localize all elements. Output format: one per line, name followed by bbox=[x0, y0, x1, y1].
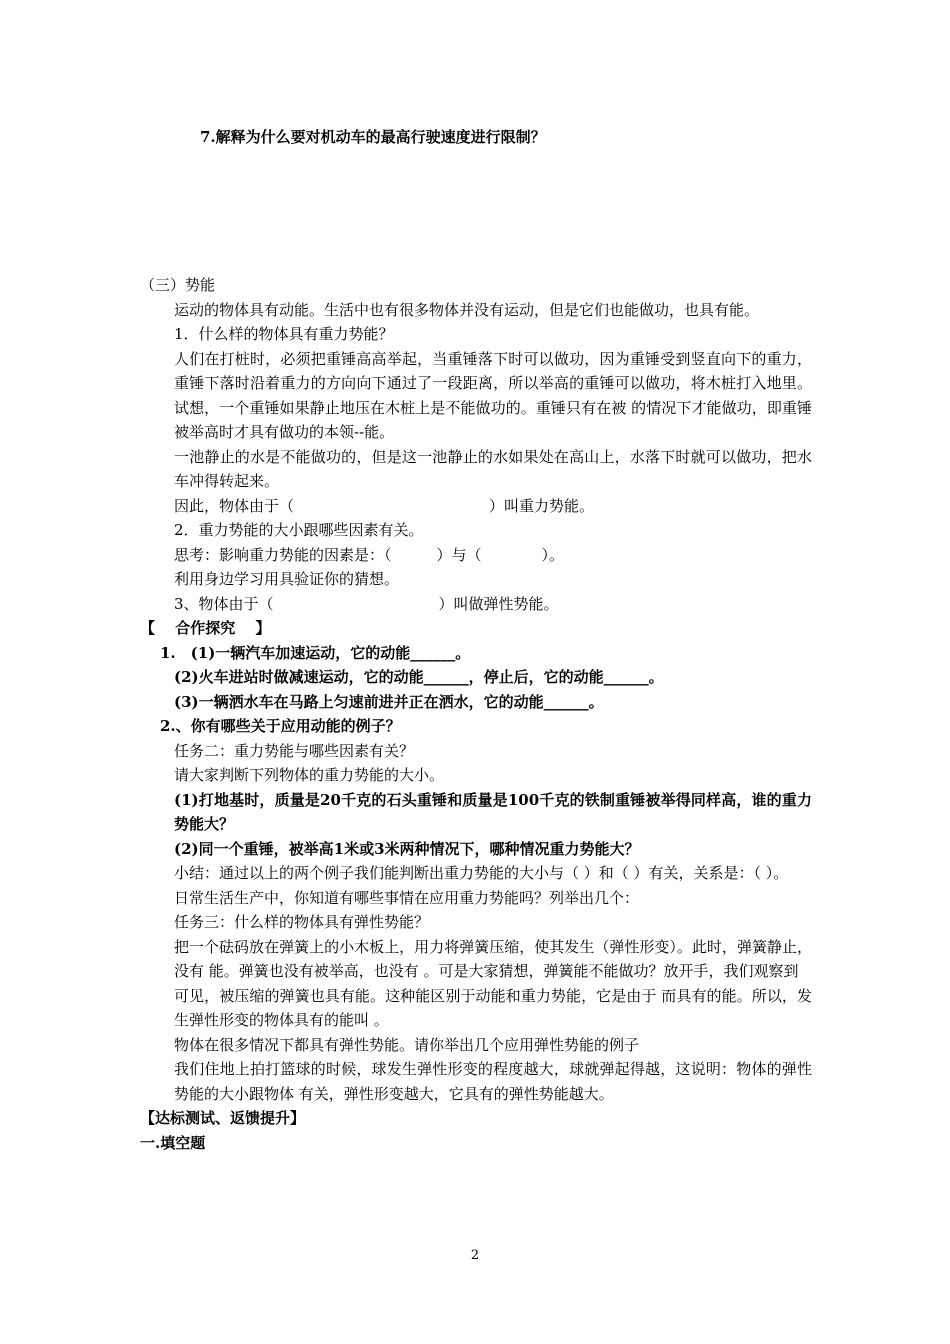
question-gravitational-potential: 1．什么样的物体具有重力势能？ bbox=[174, 325, 394, 343]
daily-life-question: 日常生活生产中，你知道有哪些事情在应用重力势能吗？列举出几个： bbox=[174, 888, 640, 907]
exercise-2: 2.、你有哪些关于应用动能的例子？ bbox=[160, 717, 401, 735]
section-heading: （三）势能 bbox=[140, 276, 216, 294]
paragraph-water-pool: 一池静止的水是不能做功的，但是这一池静止的水如果处在高山上，水落下时就可以做功，把水车冲得转起来。 bbox=[174, 447, 812, 490]
paragraph-intro: 运动的物体具有动能。生活中也有很多物体并没有运动，但是它们也能做功，也具有能。 bbox=[174, 300, 760, 319]
fill-blank-heading: 一.填空题 bbox=[140, 1133, 206, 1152]
definition-elastic-potential: 3、物体由于（ ）叫做弹性势能。 bbox=[174, 594, 559, 613]
paragraph-elastic-energy: 可见，被压缩的弹簧也具有能。这种能区别于动能和重力势能，它是由于 而具有的能。所以，发生弹性形变的物体具有的能叫 。 bbox=[174, 986, 812, 1029]
elastic-examples-prompt: 物体在很多情况下都具有弹性势能。请你举出几个应用弹性势能的例子 bbox=[174, 1035, 640, 1054]
paragraph-spring: 把一个砝码放在弹簧上的小木板上，用力将弹簧压缩，使其发生（弹性形变）。此时，弹簧静止，没有 能。弹簧也没有被举高，也没有 。可是大家猜想，弹簧能不能做功？放开手，我们观察到 bbox=[174, 937, 812, 980]
paragraph-basketball: 我们住地上拍打篮球的时候，球发生弹性形变的程度越大，球就弹起得越，这说明：物体的弹性势能的大小跟物体 有关，弹性形变越大，它具有的弹性势能越大。 bbox=[174, 1060, 812, 1103]
task-2-question-1: (1)打地基时，质量是20千克的石头重锤和质量是100千克的铁制重锤被举得同样高，谁的重力势能大？ bbox=[174, 790, 812, 833]
exercise-1-2: (2)火车进站时做减速运动，它的动能______，停止后，它的动能______。 bbox=[174, 668, 664, 686]
paragraph-pile-driving: 人们在打桩时，必须把重锤高高举起，当重锤落下时可以做功，因为重锤受到竖直向下的重力，重锤下落时沿着重力的方向向下通过了一段距离，所以举高的重锤可以做功，将木桩打入地里。试想，一个重锤如果静止地压在木桩上是不能做功的。重锤只有在被 的情况下才能做功，即重锤被举高时才具有做功的本领--能。 bbox=[174, 349, 812, 441]
page-number: 2 bbox=[470, 1248, 480, 1263]
exercise-1-1: 1. (1)一辆汽车加速运动，它的动能______。 bbox=[160, 643, 471, 662]
test-heading: 【达标测试、返馈提升】 bbox=[140, 1109, 306, 1127]
summary: 小结：通过以上的两个例子我们能判断出重力势能的大小与（ ）和（ ）有关，关系是：（ ）。 bbox=[174, 864, 789, 882]
definition-gravitational-potential: 因此，物体由于（ ）叫重力势能。 bbox=[174, 496, 595, 515]
section-potential-energy bbox=[140, 273, 812, 1155]
cooperation-heading: 【 合作探究 】 bbox=[140, 619, 271, 637]
task-3-heading: 任务三：什么样的物体具有弹性势能？ bbox=[174, 913, 430, 931]
task-2-heading: 任务二：重力势能与哪些因素有关？ bbox=[174, 741, 415, 760]
think-factors: 思考：影响重力势能的因素是：（ ）与（ ）。 bbox=[174, 545, 565, 564]
verify-guess: 利用身边学习用具验证你的猜想。 bbox=[174, 570, 400, 588]
exercise-1-3: (3)一辆洒水车在马路上匀速前进并正在洒水，它的动能______。 bbox=[174, 692, 604, 711]
question-factors: 2．重力势能的大小跟哪些因素有关。 bbox=[174, 521, 424, 539]
question-7: 7.解释为什么要对机动车的最高行驶速度进行限制？ bbox=[200, 128, 546, 146]
task-2-question-2: (2)同一个重锤，被举高1米或3米两种情况下，哪种情况重力势能大？ bbox=[174, 839, 640, 858]
task-2-instruction: 请大家判断下列物体的重力势能的大小。 bbox=[174, 766, 445, 784]
